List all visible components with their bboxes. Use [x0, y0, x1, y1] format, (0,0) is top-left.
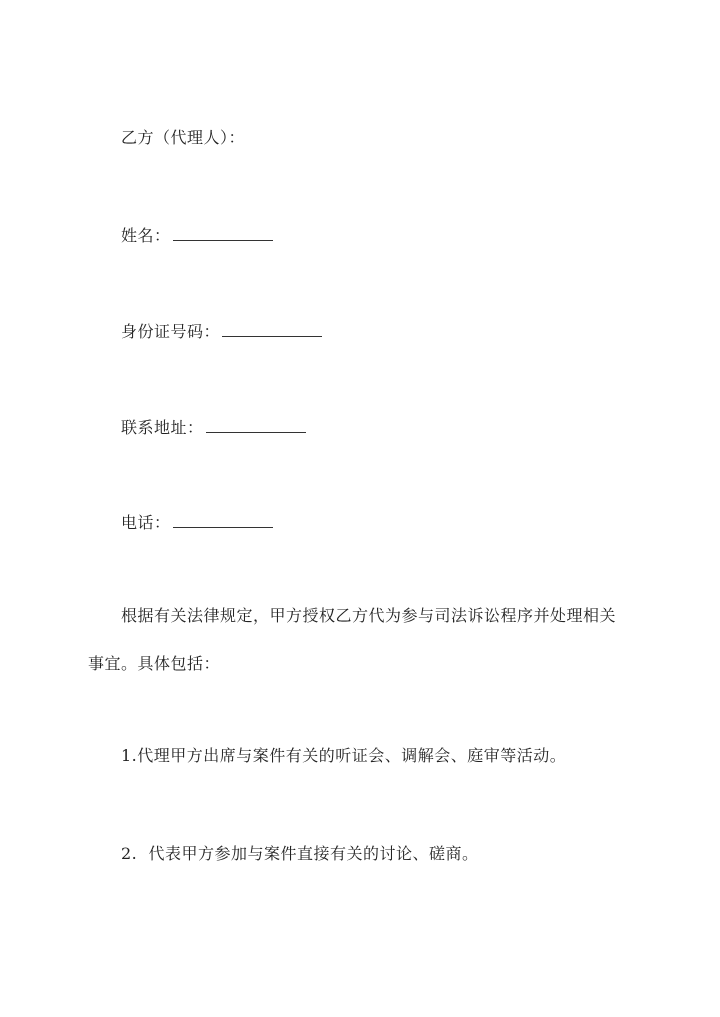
party-b-heading: 乙方（代理人）： — [121, 128, 246, 147]
name-label: 姓名： — [121, 226, 171, 245]
authorization-paragraph-line-1: 根据有关法律规定，甲方授权乙方代为参与司法诉讼程序并处理相关 — [121, 606, 617, 625]
list-item: 2. 代表甲方参加与案件直接有关的讨论、磋商。 — [121, 844, 479, 863]
phone-field — [121, 513, 273, 533]
id-number-field — [121, 322, 322, 342]
authorization-paragraph-line-2: 事宜。具体包括： — [88, 654, 221, 673]
phone-blank-line — [173, 513, 273, 528]
name-field — [121, 226, 273, 246]
address-blank-line — [206, 418, 306, 433]
phone-label: 电话： — [121, 513, 171, 532]
address-field — [121, 418, 306, 438]
id-number-label: 身份证号码： — [121, 322, 221, 341]
id-number-blank-line — [222, 322, 322, 337]
list-item: 1.代理甲方出席与案件有关的听证会、调解会、庭审等活动。 — [121, 746, 567, 765]
name-blank-line — [173, 226, 273, 241]
address-label: 联系地址： — [121, 418, 204, 437]
